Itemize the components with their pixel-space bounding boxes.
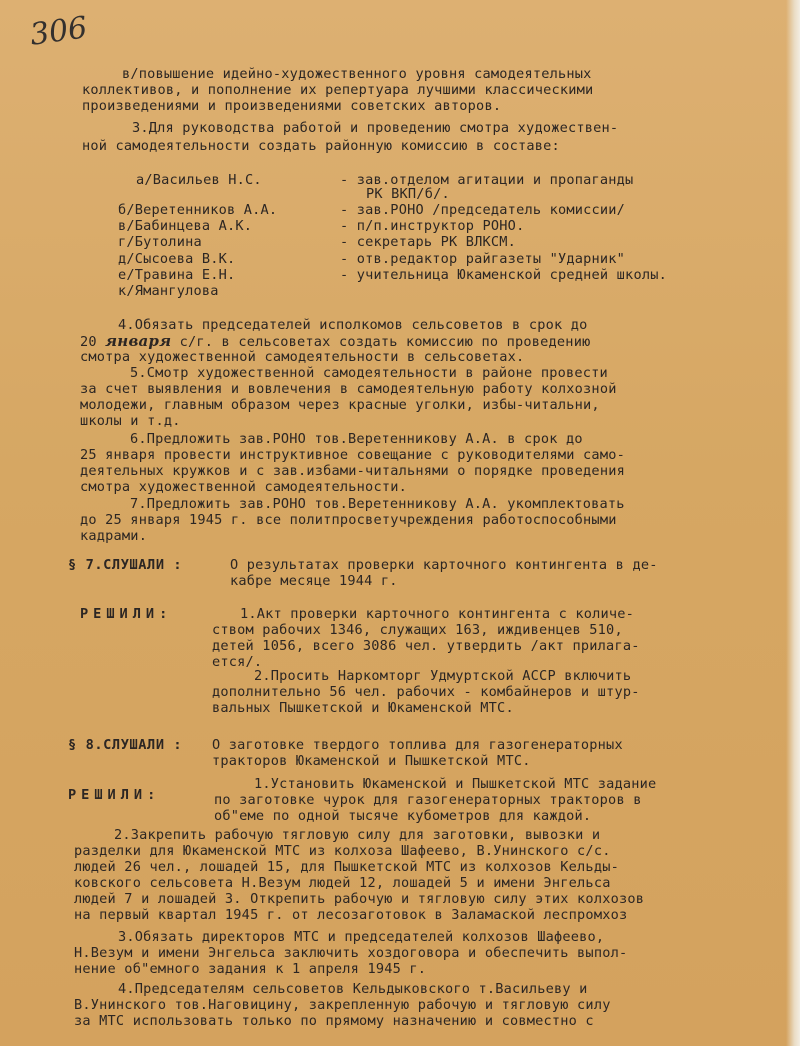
- section-8-text: О заготовке твердого топлива для газогенераторных: [212, 737, 623, 753]
- section-8-resolution: ковского сельсовета Н.Везум людей 12, лошадей 5 и имени Энгельса: [74, 875, 611, 891]
- item-7-line: 7.Предложить зав.РОНО тов.Веретенникову А.А. укомплектовать: [130, 496, 625, 512]
- item-7-line: до 25 января 1945 г. все политпросветучреждения работоспособными: [80, 512, 617, 528]
- handwritten-word: января: [105, 332, 172, 350]
- section-8-resolution: В.Унинского тов.Наговицину, закрепленную рабочую и тягловую силу: [74, 997, 611, 1013]
- commission-member-name: к/Ямангулова: [118, 283, 219, 299]
- commission-member-name: б/Веретенников А.А.: [118, 202, 278, 218]
- section-8-resolution: 1.Установить Юкаменской и Пышкетской МТС задание: [254, 776, 657, 792]
- commission-member-role: - отв.редактор райгазеты "Ударник": [340, 251, 626, 267]
- section-7-resolution: 1.Акт проверки карточного контингента с количе-: [240, 606, 635, 622]
- commission-member-name: г/Бутолина: [118, 234, 202, 250]
- commission-member-role: - учительница Юкаменской средней школы.: [340, 267, 667, 283]
- item-4-line: смотра художественной самодеятельности в сельсоветах.: [80, 349, 525, 365]
- section-8-resolution: по заготовке чурок для газогенераторных тракторов в: [214, 792, 642, 808]
- section-8-text: тракторов Юкаменской и Пышкетской МТС.: [212, 753, 531, 769]
- item-4-suffix: с/г. в сельсоветах создать комиссию по проведению: [179, 334, 591, 350]
- item-5-line: за счет выявления и вовлечения в самодеятельную работу колхозной: [80, 381, 617, 397]
- commission-member-name: д/Сысоева В.К.: [118, 251, 236, 267]
- intro-line: 3.Для руководства работой и проведению смотра художествен-: [132, 120, 619, 136]
- section-8-resolution: нение об"емного задания к 1 апреля 1945 г.: [74, 961, 427, 977]
- item-7-line: кадрами.: [80, 528, 148, 544]
- item-6-line: смотра художественной самодеятельности.: [80, 479, 407, 495]
- commission-member-name: е/Травина Е.Н.: [118, 267, 236, 283]
- intro-line: ной самодеятельности создать районную комиссию в составе:: [82, 138, 560, 154]
- section-8-resolution: об"еме по одной тысяче кубометров для каждой.: [214, 808, 592, 824]
- section-7-text: кабре месяце 1944 г.: [230, 573, 398, 589]
- commission-member-role: - секретарь РК ВЛКСМ.: [340, 234, 517, 250]
- section-7-resolution: вальных Пышкетской и Юкаменской МТС.: [212, 700, 514, 716]
- section-7-resolution: детей 1056, всего 3086 чел. утвердить /акт прилага-: [212, 638, 640, 654]
- section-7-resolved-label: РЕШИЛИ:: [80, 606, 173, 622]
- section-7-resolution: дополнительно 56 чел. рабочих - комбайнеров и штур-: [212, 684, 640, 700]
- item-5-line: молодежи, главным образом через красные уголки, избы-читальни,: [80, 397, 600, 413]
- item-6-line: 25 января провести инструктивное совещание с руководителями само-: [80, 447, 625, 463]
- commission-member-role: - зав.РОНО /председатель комиссии/: [340, 202, 626, 218]
- commission-member-name: в/Бабинцева А.К.: [118, 218, 253, 234]
- section-8-heading: § 8.СЛУШАЛИ :: [68, 737, 183, 753]
- section-7-resolution: ством рабочих 1346, служащих 163, иждивенцев 510,: [212, 622, 623, 638]
- section-8-resolved-label: РЕШИЛИ:: [68, 787, 161, 803]
- item-5-line: 5.Смотр художественной самодеятельности в районе провести: [130, 365, 608, 381]
- intro-line: в/повышение идейно-художественного уровня самодеятельных: [122, 66, 592, 82]
- section-7-resolution: 2.Просить Наркомторг Удмуртской АССР включить: [254, 668, 632, 684]
- section-7-text: О результатах проверки карточного контингента в де-: [230, 557, 658, 573]
- commission-member-role: РК ВКП/б/.: [366, 186, 450, 202]
- item-4-line: 4.Обязать председателей исполкомов сельсоветов в срок до: [118, 317, 588, 333]
- item-6-line: деятельных кружков и с зав.избами-читальнями о порядке проведения: [80, 463, 625, 479]
- commission-member-role: - п/п.инструктор РОНО.: [340, 218, 525, 234]
- section-8-resolution: 2.Закрепить рабочую тягловую силу для заготовки, вывозки и: [114, 827, 601, 843]
- item-4-line: [80, 333, 590, 350]
- section-8-resolution: людей 26 чел., лошадей 15, для Пышкетской МТС из колхозов Кельды-: [74, 859, 619, 875]
- section-8-resolution: 4.Председателям сельсоветов Кельдыковского т.Васильеву и: [118, 981, 588, 997]
- item-5-line: школы и т.д.: [80, 413, 181, 429]
- section-8-resolution: разделки для Юкаменской МТС из колхоза Шафеево, В.Унинского с/с.: [74, 843, 611, 859]
- section-7-heading: § 7.СЛУШАЛИ :: [68, 557, 183, 573]
- intro-line: произведениями и произведениями советских авторов.: [82, 98, 502, 114]
- handwritten-page-number: 306: [27, 10, 90, 53]
- section-8-resolution: на первый квартал 1945 г. от лесозаготовок в Заламаской леспромхоз: [74, 907, 628, 923]
- section-8-resolution: 3.Обязать директоров МТС и председателей колхозов Шафеево,: [118, 929, 605, 945]
- item-4-prefix: 20: [80, 334, 97, 350]
- section-7-resolution: ется/.: [212, 654, 263, 670]
- section-8-resolution: людей 7 и лошадей 3. Открепить рабочую и тягловую силу этих колхозов: [74, 891, 645, 907]
- commission-member-name: а/Васильев Н.С.: [136, 172, 262, 188]
- section-8-resolution: за МТС использовать только по прямому назначению и совместно с: [74, 1013, 594, 1029]
- commission-member-role: - зав.отделом агитации и пропаганды: [340, 172, 634, 188]
- intro-line: коллективов, и пополнение их репертуара лучшими классическими: [82, 82, 594, 98]
- item-6-line: 6.Предложить зав.РОНО тов.Веретенникову А.А. в срок до: [130, 431, 583, 447]
- section-8-resolution: Н.Везум и имени Энгельса заключить хоздоговора и обеспечить выпол-: [74, 945, 628, 961]
